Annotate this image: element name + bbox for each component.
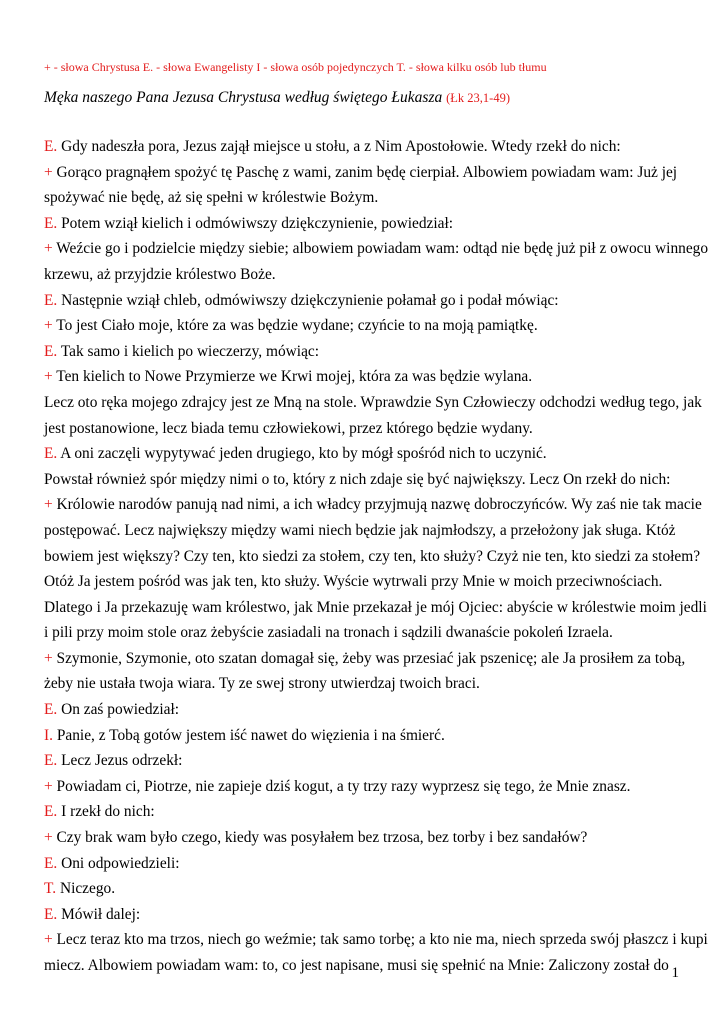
speaker-marker: + — [44, 368, 53, 386]
speaker-legend: + - słowa Chrystusa E. - słowa Ewangelisty I - słowa osób pojedynczych T. - słowa kilku osób lub tłumu — [44, 60, 547, 74]
text-line — [44, 544, 701, 570]
speaker-marker: E. — [44, 701, 58, 719]
text-line — [44, 313, 684, 339]
line-text: Tak samo i kielich po wieczerzy, mówiąc: — [57, 342, 320, 360]
text-line — [44, 441, 684, 467]
text-line — [44, 160, 684, 186]
text-line — [44, 467, 684, 493]
text-line — [44, 288, 684, 314]
text-line — [44, 518, 684, 544]
speaker-marker: E. — [44, 445, 58, 463]
text-line — [44, 953, 684, 979]
speaker-marker: E. — [44, 342, 58, 360]
text-line — [44, 620, 684, 646]
line-text: Czy brak wam było czego, kiedy was posyłałem bez trzosa, bez torby i bez sandałów? — [52, 829, 588, 847]
speaker-marker: + — [44, 649, 53, 667]
speaker-marker: E. — [44, 854, 58, 872]
speaker-marker: E. — [44, 214, 58, 232]
line-text: żeby nie ustała twoja wiara. Ty ze swej strony utwierdzaj twoich braci. — [44, 675, 480, 693]
speaker-marker: E. — [44, 752, 58, 770]
speaker-marker: + — [44, 496, 53, 514]
text-line — [44, 595, 707, 621]
line-text: Potem wziął kielich i odmówiwszy dziękczynienie, powiedział: — [57, 214, 454, 232]
speaker-marker: + — [44, 777, 53, 795]
line-text: A oni zaczęli wypytywać jeden drugiego, kto by mógł spośród nich to uczynić. — [57, 445, 547, 463]
text-line — [44, 671, 684, 697]
text-line — [44, 390, 702, 416]
text-line — [44, 876, 684, 902]
text-line — [44, 697, 684, 723]
line-text: bowiem jest większy? Czy ten, kto siedzi za stołem, czy ten, kto służy? Czyż nie ten, kto siedzi za stołem? — [44, 547, 701, 565]
speaker-marker: T. — [44, 880, 57, 898]
text-line — [44, 416, 684, 442]
text-line — [44, 236, 709, 262]
line-text: Ten kielich to Nowe Przymierze we Krwi mojej, która za was będzie wylana. — [52, 368, 533, 386]
text-line — [44, 927, 708, 953]
text-line — [44, 569, 684, 595]
speaker-marker: + — [44, 240, 53, 258]
text-line — [44, 825, 684, 851]
text-line — [44, 185, 684, 211]
line-text: Lecz Jezus odrzekł: — [57, 752, 183, 770]
line-text: Powstał również spór między nimi o to, który z nich zdaje się być największy. Lecz On rzekł do nich: — [44, 470, 671, 488]
line-text: Dlatego i Ja przekazuję wam królestwo, jak Mnie przekazał je mój Ojciec: abyście w królestwie moim jedli — [44, 598, 707, 616]
line-text: jest postanowione, lecz biada temu człowiekowi, przez którego będzie wydany. — [44, 419, 533, 437]
reading-title-text: Męka naszego Pana Jezusa Chrystusa według świętego Łukasza — [44, 89, 443, 106]
text-line — [44, 646, 684, 672]
text-line — [44, 262, 684, 288]
line-text: Oni odpowiedzieli: — [57, 854, 180, 872]
speaker-marker: E. — [44, 291, 58, 309]
text-line — [44, 723, 684, 749]
speaker-marker: + — [44, 829, 53, 847]
line-text: On zaś powiedział: — [57, 701, 180, 719]
speaker-marker: E. — [44, 138, 58, 155]
line-text: Panie, z Tobą gotów jestem iść nawet do więzienia i na śmierć. — [52, 726, 445, 744]
page-number: 1 — [671, 965, 679, 981]
text-line — [44, 851, 684, 877]
line-text: Powiadam ci, Piotrze, nie zapieje dziś kogut, a ty trzy razy wyprzesz się tego, że Mnie znasz. — [52, 777, 631, 795]
line-text: To jest Ciało moje, które za was będzie wydane; czyńcie to na moją pamiątkę. — [52, 317, 538, 335]
text-line — [44, 364, 684, 390]
line-text: Niczego. — [56, 880, 116, 898]
line-text: i pili przy moim stole oraz żebyście zasiadali na tronach i sądzili dwanaście pokoleń Izraela. — [44, 624, 613, 642]
speaker-marker: E. — [44, 905, 58, 923]
speaker-marker: + — [44, 163, 53, 181]
reading-title — [44, 87, 694, 109]
line-text: Następnie wziął chleb, odmówiwszy dziękczynienie połamał go i podał mówiąc: — [57, 291, 559, 309]
line-text: Szymonie, Szymonie, oto szatan domagał się, żeby was przesiać jak pszenicę; ale Ja prosiłem za tobą, — [52, 649, 686, 667]
line-text: krzewu, aż przyjdzie królestwo Boże. — [44, 265, 276, 283]
line-text: Królowie narodów panują nad nimi, a ich władcy przyjmują nazwę dobroczyńców. Wy zaś nie tak macie — [52, 496, 702, 514]
passion-text — [44, 134, 709, 979]
speaker-marker: I. — [44, 726, 53, 744]
line-text: Lecz oto ręka mojego zdrajcy jest ze Mną na stole. Wprawdzie Syn Człowieczy odchodzi według tego, jak — [44, 393, 702, 411]
text-line — [44, 799, 684, 825]
line-text: I rzekł do nich: — [57, 803, 155, 821]
line-text: spożywać nie będę, aż się spełni w królestwie Bożym. — [44, 189, 379, 207]
speaker-marker: E. — [44, 803, 58, 821]
line-text: Mówił dalej: — [57, 905, 141, 923]
line-text: Weźcie go i podzielcie między siebie; albowiem powiadam wam: odtąd nie będę już pił z owocu winnego — [52, 240, 709, 258]
text-line — [44, 339, 684, 365]
line-text: Lecz teraz kto ma trzos, niech go weźmie; tak samo torbę; a kto nie ma, niech sprzeda swój płaszcz i kupi — [52, 931, 708, 949]
line-text: Otóż Ja jestem pośród was jak ten, kto służy. Wyście wytrwali przy Mnie w moich przeciwnościach. — [44, 573, 663, 591]
line-text: Gorąco pragnąłem spożyć tę Paschę z wami, zanim będę cierpiał. Albowiem powiadam wam: Już jej — [52, 163, 678, 181]
scripture-reference: (Łk 23,1-49) — [446, 91, 510, 105]
text-line — [44, 134, 684, 160]
text-line — [44, 211, 684, 237]
line-text: miecz. Albowiem powiadam wam: to, co jest napisane, musi się spełnić na Mnie: Zaliczony został do — [44, 957, 669, 974]
text-line — [44, 492, 702, 518]
line-text: Gdy nadeszła pora, Jezus zajął miejsce u stołu, a z Nim Apostołowie. Wtedy rzekł do nich: — [57, 138, 621, 155]
speaker-marker: + — [44, 931, 53, 949]
text-line — [44, 774, 684, 800]
speaker-marker: + — [44, 317, 53, 335]
line-text: postępować. Lecz największy między wami niech będzie jak najmłodszy, a przełożony jak sługa. Któż — [44, 521, 676, 539]
text-line — [44, 748, 684, 774]
text-line — [44, 902, 684, 928]
